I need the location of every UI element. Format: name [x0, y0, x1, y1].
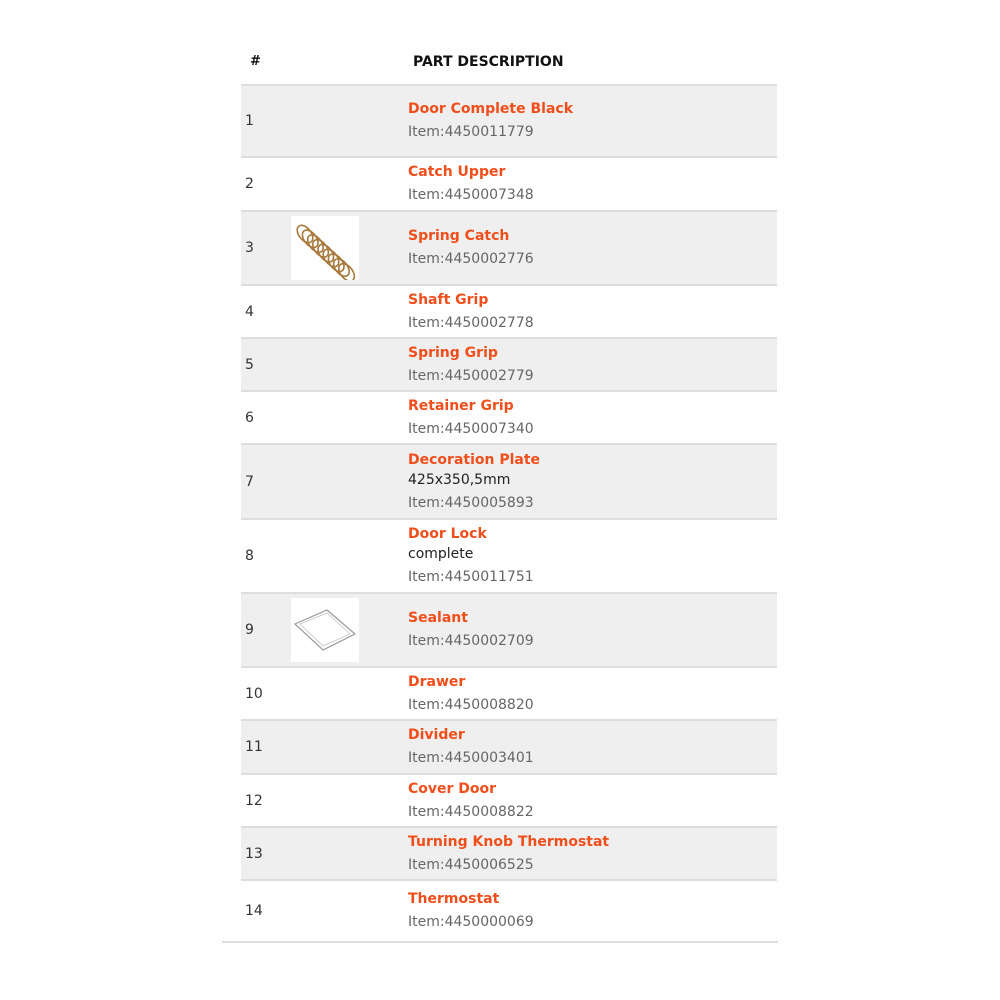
- part-item-number: Item:4450008822: [408, 803, 534, 820]
- part-description: [408, 594, 534, 666]
- part-subtitle: 425x350,5mm: [408, 471, 511, 488]
- row-number: 6: [245, 409, 254, 426]
- part-name-link[interactable]: Door Lock: [408, 526, 487, 542]
- part-description: [408, 520, 534, 592]
- part-description: [408, 158, 534, 210]
- part-item-number: Item:4450002779: [408, 367, 534, 384]
- part-item-number: Item:4450007348: [408, 187, 534, 203]
- table-row: [241, 592, 777, 666]
- row-number: 3: [245, 240, 254, 256]
- part-description: [408, 212, 534, 284]
- row-number: 1: [245, 113, 254, 129]
- part-description: [408, 668, 534, 719]
- row-number: 4: [245, 303, 254, 320]
- table-row: [241, 518, 777, 592]
- part-item-number: Item:4450006525: [408, 856, 534, 873]
- table-row: [241, 666, 777, 719]
- part-name-link[interactable]: Shaft Grip: [408, 291, 489, 308]
- table-row: [241, 826, 777, 879]
- sealant-sheet-drawing: [291, 598, 359, 662]
- part-description: [408, 828, 609, 879]
- part-item-number: Item:4450002776: [408, 251, 534, 267]
- row-number: 10: [245, 685, 263, 702]
- part-name-link[interactable]: Thermostat: [408, 891, 500, 907]
- table-row: [241, 879, 777, 941]
- row-number: 2: [245, 176, 254, 192]
- part-name-link[interactable]: Spring Catch: [408, 228, 510, 244]
- table-row: [241, 719, 777, 773]
- table-row: [241, 84, 777, 156]
- part-description: [408, 286, 534, 337]
- part-subtitle: complete: [408, 546, 474, 562]
- part-name-link[interactable]: Spring Grip: [408, 344, 498, 361]
- part-description: [408, 881, 534, 941]
- table-header: [241, 42, 777, 84]
- part-item-number: Item:4450011779: [408, 124, 534, 140]
- table-row: [241, 337, 777, 390]
- spring-coil-drawing: [291, 216, 359, 280]
- part-item-number: Item:4450007340: [408, 420, 534, 437]
- table-row: [241, 156, 777, 210]
- part-name-link[interactable]: Sealant: [408, 610, 468, 626]
- parts-table: [241, 42, 777, 941]
- row-number: 11: [245, 739, 263, 755]
- table-row: [241, 390, 777, 443]
- part-name-link[interactable]: Catch Upper: [408, 164, 506, 180]
- header-part-description: PART DESCRIPTION: [413, 54, 564, 70]
- table-row: [241, 284, 777, 337]
- part-name-link[interactable]: Decoration Plate: [408, 451, 541, 468]
- part-name-link[interactable]: Door Complete Black: [408, 101, 574, 117]
- parts-list: [241, 84, 777, 941]
- part-description: [408, 775, 534, 826]
- part-item-number: Item:4450002778: [408, 314, 534, 331]
- part-name-link[interactable]: Cover Door: [408, 780, 497, 797]
- part-name-link[interactable]: Retainer Grip: [408, 397, 514, 414]
- part-item-number: Item:4450000069: [408, 914, 534, 930]
- part-description: [408, 86, 573, 156]
- row-number: 13: [245, 845, 263, 862]
- table-row: [241, 443, 777, 518]
- row-number: 5: [245, 356, 254, 373]
- row-number: 9: [245, 622, 254, 638]
- table-row: [241, 210, 777, 284]
- part-description: [408, 721, 534, 773]
- part-item-number: Item:4450008820: [408, 696, 534, 713]
- table-bottom-divider: [222, 941, 778, 943]
- part-item-number: Item:4450011751: [408, 569, 534, 585]
- row-number: 7: [245, 473, 254, 490]
- table-row: [241, 773, 777, 826]
- part-item-number: Item:4450003401: [408, 750, 534, 766]
- part-name-link[interactable]: Drawer: [408, 673, 466, 690]
- row-number: 14: [245, 903, 263, 919]
- part-item-number: Item:4450002709: [408, 633, 534, 649]
- row-number: 8: [245, 548, 254, 564]
- row-number: 12: [245, 792, 263, 809]
- header-number: #: [250, 54, 261, 69]
- part-description: [408, 392, 534, 443]
- part-name-link[interactable]: Divider: [408, 727, 465, 743]
- part-name-link[interactable]: Turning Knob Thermostat: [408, 833, 610, 850]
- sealant-image[interactable]: [291, 598, 359, 662]
- part-description: [408, 339, 534, 390]
- part-description: [408, 445, 540, 518]
- spring-image[interactable]: [291, 216, 359, 280]
- part-item-number: Item:4450005893: [408, 494, 534, 511]
